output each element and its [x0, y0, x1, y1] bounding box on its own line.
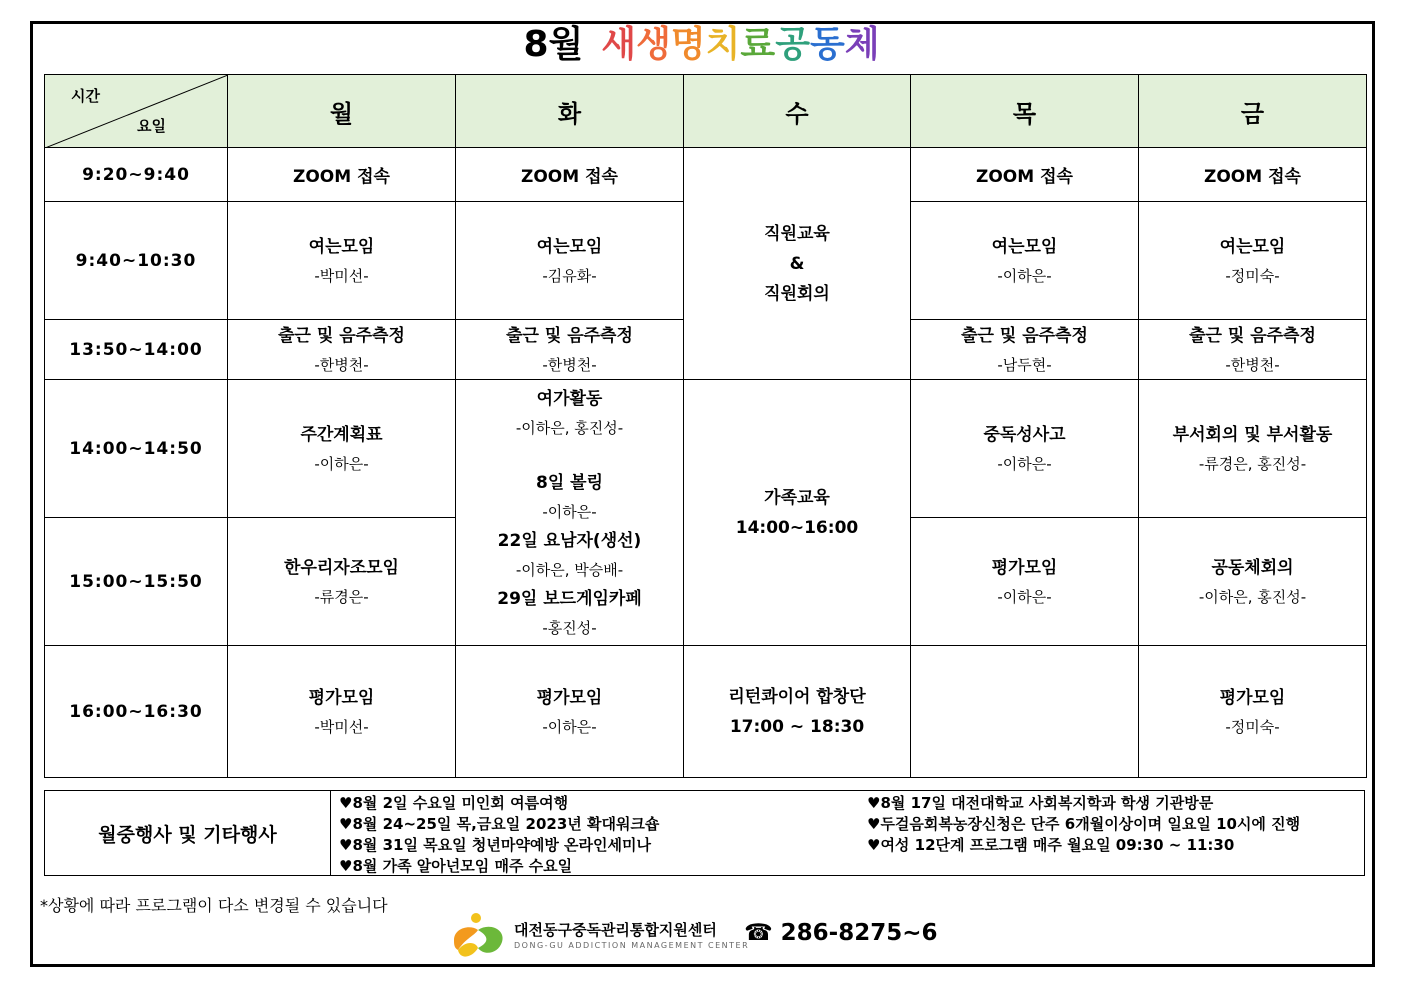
day-header-wed: 수 [684, 75, 911, 148]
activity-title: 출근 및 음주측정 [506, 325, 633, 346]
activity-title: 부서회의 및 부서활동 [1172, 424, 1333, 445]
mon-eval-cell [228, 646, 456, 778]
row-1400 [45, 380, 1367, 518]
title-char: 공 [775, 24, 810, 65]
fri-zoom: ZOOM 접속 [1139, 148, 1367, 202]
events-list-left [339, 793, 659, 877]
event-item: ♥8월 2일 수요일 미인회 여름여행 [339, 794, 569, 812]
event-item: ♥8월 17일 대전대학교 사회복지학과 학생 기관방문 [867, 794, 1214, 812]
center-logo-icon [448, 910, 510, 962]
staff-name: -남두현- [997, 355, 1052, 374]
wed-staff-line1: 직원교육 [764, 223, 830, 244]
title-char: 료 [740, 24, 776, 65]
title-char: 명 [670, 24, 706, 65]
thu-think-cell [911, 380, 1139, 518]
header-row [45, 75, 1367, 148]
staff-name: -이하은- [542, 502, 597, 521]
leisure-event-3: 29일 보드게임카페 [497, 588, 642, 609]
staff-name: -정미숙- [1225, 266, 1280, 285]
staff-name: -이하은- [314, 454, 369, 473]
tue-zoom: ZOOM 접속 [456, 148, 684, 202]
row-0920 [45, 148, 1367, 202]
activity-title: 주간계획표 [300, 424, 383, 445]
staff-name: -박미선- [314, 717, 369, 736]
staff-name: -한병천- [1225, 355, 1280, 374]
fri-check-cell [1139, 320, 1367, 380]
activity-title: 여는모임 [1219, 236, 1286, 257]
staff-name: -김유화- [542, 266, 597, 285]
thu-zoom: ZOOM 접속 [911, 148, 1139, 202]
page-title [0, 22, 1403, 68]
activity-title: 평가모임 [991, 557, 1058, 578]
org-name: 대전동구중독관리통합지원센터 [514, 921, 717, 939]
staff-name: -이하은- [997, 587, 1052, 606]
tue-check-cell [456, 320, 684, 380]
org-name-english: DONG-GU ADDICTION MANAGEMENT CENTER [514, 941, 750, 950]
staff-name: -한병천- [542, 355, 597, 374]
corner-day-label: 요일 [137, 117, 166, 135]
time-cell: 9:40~10:30 [45, 202, 228, 320]
activity-title: 출근 및 음주측정 [1189, 325, 1316, 346]
activity-title: 리턴콰이어 합창단 [728, 686, 866, 707]
fri-dept-cell [1139, 380, 1367, 518]
thu-open-cell [911, 202, 1139, 320]
day-header-tue: 화 [456, 75, 684, 148]
staff-name: -박미선- [314, 266, 369, 285]
title-char: 새 [601, 24, 637, 65]
leisure-event-1: 8일 볼링 [535, 472, 603, 493]
staff-name: -이하은, 홍진성- [1198, 587, 1307, 606]
wed-staff-line3: 직원회의 [764, 283, 830, 304]
activity-title: 출근 및 음주측정 [961, 325, 1088, 346]
mon-self-cell [228, 518, 456, 646]
fri-comm-cell [1139, 518, 1367, 646]
activity-title: 여는모임 [536, 236, 603, 257]
staff-name: -이하은- [997, 266, 1052, 285]
activity-title: 중독성사고 [983, 424, 1066, 445]
fri-open-cell [1139, 202, 1367, 320]
wed-choir-cell [684, 646, 911, 778]
activity-title: 평가모임 [1219, 687, 1286, 708]
activity-title: 평가모임 [536, 687, 603, 708]
activity-title: 공동체회의 [1211, 557, 1294, 578]
change-notice: *상황에 따라 프로그램이 다소 변경될 수 있습니다 [40, 896, 388, 915]
mon-zoom: ZOOM 접속 [228, 148, 456, 202]
title-char: 동 [809, 24, 845, 65]
time-cell: 9:20~9:40 [45, 148, 228, 202]
day-header-mon: 월 [228, 75, 456, 148]
time-cell: 16:00~16:30 [45, 646, 228, 778]
wed-staff-cell [684, 148, 911, 380]
staff-name: -홍진성- [542, 618, 597, 637]
staff-name: -이하은, 홍진성- [515, 418, 624, 437]
time-cell: 13:50~14:00 [45, 320, 228, 380]
wed-family-cell [684, 380, 911, 646]
title-char: 치 [705, 24, 741, 65]
day-header-thu: 목 [911, 75, 1139, 148]
activity-title: 여는모임 [308, 236, 375, 257]
title-char: 체 [844, 24, 880, 65]
time-cell: 14:00~14:50 [45, 380, 228, 518]
activity-time: 14:00~16:00 [735, 517, 859, 538]
mon-check-cell [228, 320, 456, 380]
phone-number: ☎ 286-8275~6 [744, 920, 938, 946]
schedule-table [44, 74, 1367, 778]
mon-open-cell [228, 202, 456, 320]
activity-title: 평가모임 [308, 687, 375, 708]
tue-open-cell [456, 202, 684, 320]
activity-title: 출근 및 음주측정 [278, 325, 405, 346]
activity-title: 한우리자조모임 [284, 557, 399, 578]
leisure-event-2: 22일 요남자(생선) [497, 530, 642, 551]
tue-leisure-cell [456, 380, 684, 646]
activity-time: 17:00 ~ 18:30 [729, 716, 865, 737]
row-1600 [45, 646, 1367, 778]
staff-name: -정미숙- [1225, 717, 1280, 736]
staff-name: -이하은, 박승배- [515, 560, 624, 579]
staff-name: -한병천- [314, 355, 369, 374]
thu-empty-cell [911, 646, 1139, 778]
mon-plan-cell [228, 380, 456, 518]
day-header-fri: 금 [1139, 75, 1367, 148]
title-program-name [601, 24, 879, 65]
wed-staff-line2: & [789, 253, 805, 274]
staff-name: -류경은, 홍진성- [1198, 454, 1307, 473]
thu-eval-cell [911, 518, 1139, 646]
activity-title: 가족교육 [764, 487, 830, 508]
activity-title: 여가활동 [536, 388, 603, 409]
corner-cell [45, 75, 228, 148]
title-month: 8월 [523, 24, 584, 65]
events-box [44, 790, 1365, 876]
title-char: 생 [636, 24, 671, 65]
event-item: ♥8월 31일 목요일 청년마약예방 온라인세미나 [339, 836, 651, 854]
event-item: ♥여성 12단계 프로그램 매주 월요일 09:30 ~ 11:30 [867, 836, 1235, 854]
staff-name: -이하은- [997, 454, 1052, 473]
corner-time-label: 시간 [71, 87, 100, 105]
event-item: ♥두걸음회복농장신청은 단주 6개월이상이며 일요일 10시에 진행 [867, 815, 1301, 833]
activity-title: 여는모임 [991, 236, 1058, 257]
events-list-right [867, 793, 1300, 856]
event-item: ♥8월 가족 알아넌모임 매주 수요일 [339, 857, 573, 875]
thu-check-cell [911, 320, 1139, 380]
staff-name: -이하은- [542, 717, 597, 736]
staff-name: -류경은- [314, 587, 369, 606]
time-cell: 15:00~15:50 [45, 518, 228, 646]
footer [448, 910, 948, 962]
tue-eval-cell [456, 646, 684, 778]
events-label: 월중행사 및 기타행사 [45, 791, 331, 875]
event-item: ♥8월 24~25일 목,금요일 2023년 확대워크숍 [339, 815, 660, 833]
fri-eval-cell [1139, 646, 1367, 778]
